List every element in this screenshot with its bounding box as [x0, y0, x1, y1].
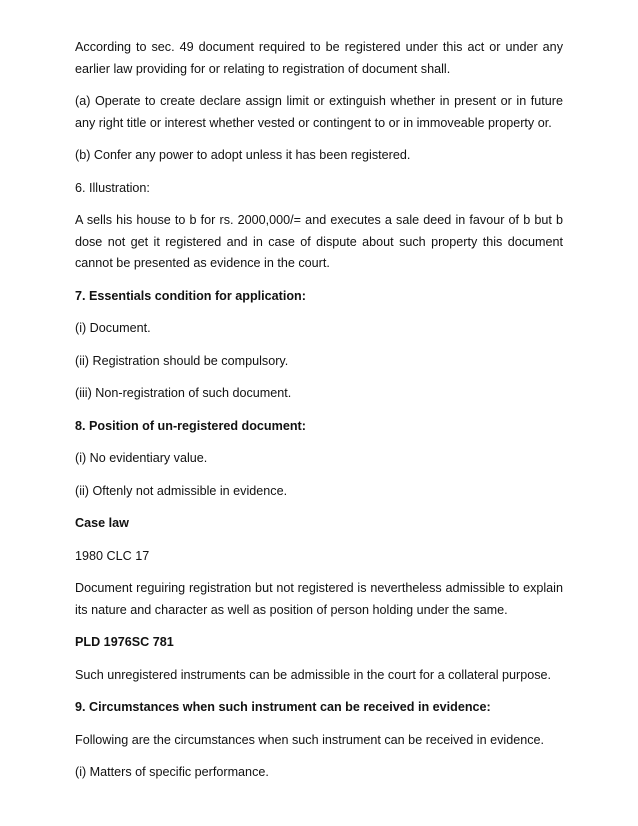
- heading-essentials: 7. Essentials condition for application:: [75, 288, 306, 303]
- paragraph-circumstances-intro: Following are the circumstances when such instrument can be received in evidence.: [75, 732, 545, 747]
- paragraph-case-1980: Document reguiring registration but not registered is nevertheless admissible to explain its nature and character as well as position of person holding under the same.: [75, 581, 563, 617]
- heading-pld-1976: PLD 1976SC 781: [75, 635, 174, 649]
- list-item-non-registration: (iii) Non-registration of such document.: [75, 386, 292, 400]
- paragraph-clause-a: (a) Operate to create declare assign limit or extinguish whether in present or in future any right title or interest whether vested or contingent to or in immoveable property or.: [75, 94, 563, 130]
- paragraph-sec-49: According to sec. 49 document required to be registered under this act or under any earlier law providing for or relating to registration of document shall.: [75, 40, 563, 76]
- paragraph-clause-b: (b) Confer any power to adopt unless it has been registered.: [75, 148, 411, 162]
- list-item-document: (i) Document.: [75, 321, 151, 335]
- list-item-specific-performance: (i) Matters of specific performance.: [75, 765, 269, 779]
- heading-circumstances: 9. Circumstances when such instrument can be received in evidence:: [75, 700, 491, 714]
- heading-case-law: Case law: [75, 516, 129, 530]
- list-item-registration: (ii) Registration should be compulsory.: [75, 353, 289, 368]
- heading-position: 8. Position of un-registered document:: [75, 418, 306, 433]
- list-item-no-value: (i) No evidentiary value.: [75, 451, 208, 465]
- paragraph-illustration-text: A sells his house to b for rs. 2000,000/= and executes a sale deed in favour of b but b dose not get it registered and in case of dispute about such property this document cannot be presented as evidence in the court.: [75, 213, 563, 270]
- paragraph-collateral-purpose: Such unregistered instruments can be admissible in the court for a collateral purpose.: [75, 667, 552, 682]
- citation-1980-clc: 1980 CLC 17: [75, 548, 150, 563]
- list-item-not-admissible: (ii) Oftenly not admissible in evidence.: [75, 483, 288, 498]
- paragraph-illustration-label: 6. Illustration:: [75, 180, 150, 195]
- document-body: [75, 37, 563, 795]
